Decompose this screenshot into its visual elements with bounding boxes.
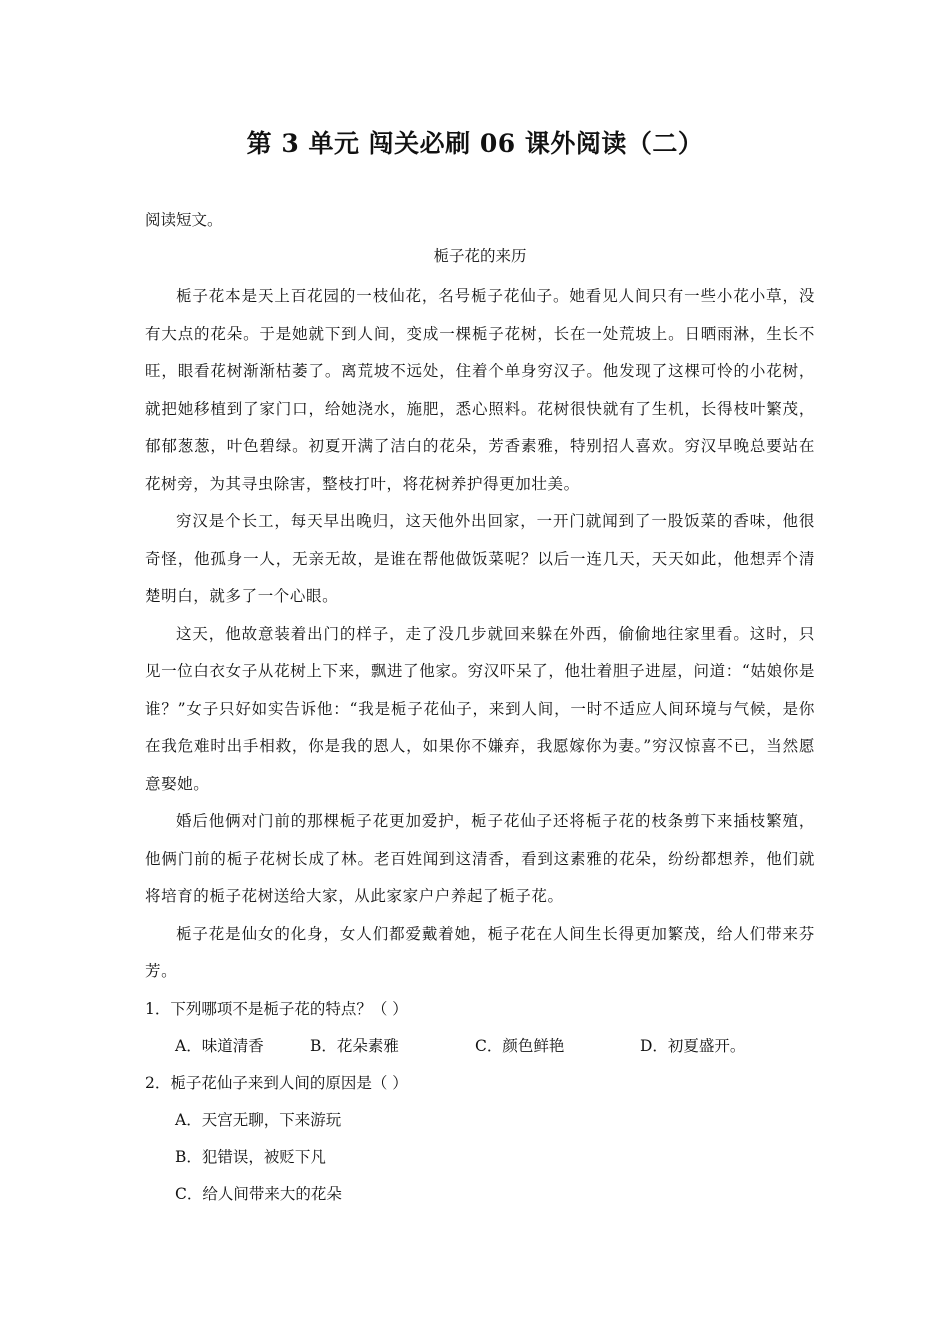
question-1-options: [145, 1028, 815, 1065]
question-2-option-c: C．给人间带来大的花朵: [175, 1184, 342, 1203]
passage-paragraph-3: 这天，他故意装着出门的样子，走了没几步就回来躲在外西，偷偷地往家里看。这时，只见一位白衣女子从花树上下来，飘进了他家。穷汉吓呆了，他壮着胆子进屋，问道：“姑娘你是谁？”女子只好如实告诉他：“我是栀子花仙子，来到人间，一时不适应人间环境与气候，是你在我危难时出手相救，你是我的恩人，如果你不嫌弃，我愿嫁你为妻。”穷汉惊喜不已，当然愿意娶她。: [145, 624, 815, 793]
passage-title: 栀子花的来历: [433, 247, 527, 265]
passage-paragraph-5: 栀子花是仙女的化身，女人们都爱戴着她，栀子花在人间生长得更加繁茂，给人们带来芬芳。: [145, 924, 815, 980]
passage-paragraph-1: 栀子花本是天上百花园的一枝仙花，名号栀子花仙子。她看见人间只有一些小花小草，没有大点的花朵。于是她就下到人间，变成一棵栀子花树，长在一处荒坡上。日晒雨淋，生长不旺，眼看花树渐渐枯萎了。离荒坡不远处，住着个单身穷汉子。他发现了这棵可怜的小花树，就把她移植到了家门口，给她浇水，施肥，悉心照料。花树很快就有了生机，长得枝叶繁茂，郁郁葱葱，叶色碧绿。初夏开满了洁白的花朵，芳香素雅，特别招人喜欢。穷汉早晚总要站在花树旁，为其寻虫除害，整枝打叶，将花树养护得更加壮美。: [145, 287, 815, 493]
question-1-stem: 1．下列哪项不是栀子花的特点？（ ）: [145, 999, 408, 1018]
question-1-option-d: D．初夏盛开。: [640, 1036, 746, 1055]
question-2-option-b: B．犯错误，被贬下凡: [175, 1147, 326, 1166]
reading-instruction: 阅读短文。: [145, 211, 223, 229]
document-body: [145, 206, 815, 1213]
question-1-option-c: C．颜色鲜艳: [475, 1036, 565, 1055]
question-2-option-a: A．天宫无聊，下来游玩: [175, 1110, 342, 1129]
page-title: 第 3 单元 闯关必刷 06 课外阅读（二）: [246, 129, 704, 158]
question-1-option-b: B．花朵素雅: [310, 1036, 399, 1055]
passage-paragraph-2: 穷汉是个长工，每天早出晚归，这天他外出回家，一开门就闻到了一股饭菜的香味，他很奇怪，他孤身一人，无亲无故，是谁在帮他做饭菜呢？以后一连几天，天天如此，他想弄个清楚明白，就多了一个心眼。: [145, 512, 815, 605]
question-1-option-a: A．味道清香: [175, 1036, 264, 1055]
question-2-stem: 2．栀子花仙子来到人间的原因是（ ）: [145, 1073, 408, 1092]
passage-paragraph-4: 婚后他俩对门前的那棵栀子花更加爱护，栀子花仙子还将栀子花的枝条剪下来插枝繁殖，他俩门前的栀子花树长成了林。老百姓闻到这清香，看到这素雅的花朵，纷纷都想养，他们就将培育的栀子花树送给大家，从此家家户户养起了栀子花。: [145, 812, 815, 905]
